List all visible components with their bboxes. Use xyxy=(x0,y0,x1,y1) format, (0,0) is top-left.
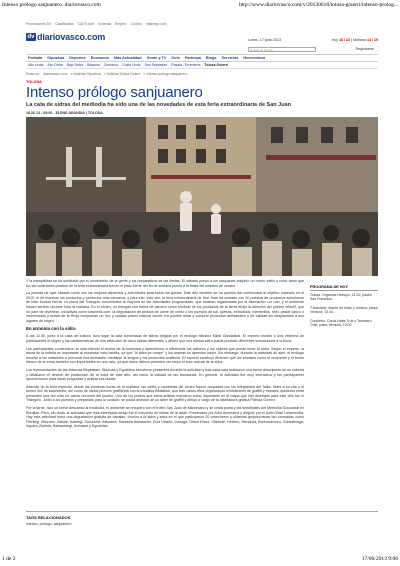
article-photo xyxy=(26,117,378,276)
weather-today-label: Hoy xyxy=(331,38,339,42)
breadcrumb-current: » Intenso prólogo sanjuanero xyxy=(143,72,188,76)
nav-item[interactable]: Más Actualidad xyxy=(113,56,142,60)
sidebar xyxy=(310,285,378,331)
brand-row xyxy=(26,30,378,46)
logo-badge: dv xyxy=(27,34,35,40)
top-link[interactable]: Vivienda xyxy=(98,22,112,26)
sidebar-title: PROGRAMA DE HOY xyxy=(310,285,378,291)
article-paragraph: Además de la feria especial, desde las primeras horas de la mañana, las calles y carreteras del centro fueron ocupadas por los integrantes del Talka, fieles a su cita y el tomeo 3x3 de baloncesto, así como de varios jóvenes graffiteros con la iniciativa Beaiatsul, que tras varios años organizando exhibiciones de graffiti y murales, quisieron estar presentes una vez más en varios rincones del pueblo. Uno de los puntos que estos artistas marcaron como importante en el mapa que han diseñado para este año fue el Triángulo. Junto a los puestos y preparado para la ocasión, se podía disfrutar de un taller de graffiti y dibujo a cargo de la diseñadora gráfica Patricia Gómez. xyxy=(26,384,304,403)
subnav-item[interactable]: San Sebastián xyxy=(144,63,168,67)
subnav-item[interactable]: Alto Urola xyxy=(28,63,44,67)
subnav-item[interactable]: Bajo Deba xyxy=(66,63,84,67)
weather-tomorrow: 14 / 19 xyxy=(367,38,378,42)
nav-item[interactable]: Portada xyxy=(28,56,43,60)
site-logo[interactable] xyxy=(26,32,105,42)
sidebar-item: T'xistularis. Alarde de txistu y música, plaza Verdura, 13.00. xyxy=(310,305,378,315)
article-paragraph: Los participantes comenzaron la cata oliendo el aroma de la manzana y aprendieron a diferenciar los sabores y los colores que puede tener la sidra. Según el experto, la altura de la botella es importante al escanciar esta bebida, ya que "la sidra se rompe" y los aromas se aprecian mejor. Sin embargo, durante la actividad de ayer, el enólogo enseñó a los catadores a provocar esa sensación mediante la lengua y los conductos auditivos. El experto concluyó diciendo que los envases como el recipiente y el fondo blanco de la mesa también son importantes en una cata, ya que éstos últimos permiten ver mejor el tono natural de la sidra. xyxy=(26,346,304,365)
top-link[interactable]: Clasificados xyxy=(55,22,74,26)
nav-item[interactable]: Ocio xyxy=(171,56,180,60)
section-tag[interactable]: TOLOSA xyxy=(26,80,42,84)
article-subhead: La cata de sidras del mediodía ha sido una de las novedades de esta feria extraordinaria de San Juan xyxy=(26,102,292,108)
nav-item[interactable]: Participa xyxy=(184,56,201,60)
current-date: Lunes, 17 junio 2013 xyxy=(248,38,282,42)
article-columns xyxy=(26,279,378,518)
tags-title: TAGS RELACIONADOS xyxy=(26,515,71,520)
subnav-item-active[interactable]: Tolosa-Goierri xyxy=(204,63,229,67)
nav-item[interactable]: Economía xyxy=(90,56,109,60)
nav-item[interactable]: Servicios xyxy=(221,56,239,60)
search-input[interactable]: buscar en la web xyxy=(248,47,316,52)
subnav-item[interactable]: Alto Deba xyxy=(47,63,63,67)
sidebar-item: Tolosa. Organiza Harrapo. 11.00, paseo San Francisco. xyxy=(310,293,372,302)
nav-item[interactable]: Gente y TV xyxy=(146,56,167,60)
nav-item[interactable]: Deportes xyxy=(69,56,86,60)
top-link[interactable]: Promociones DV xyxy=(26,22,52,26)
nav-item[interactable]: Hemeroteca xyxy=(243,56,266,60)
weather-widget[interactable]: Hoy 16 / 22 | Mañana 14 / 19 xyxy=(331,38,378,42)
subnav-item[interactable]: Pasaia - Errenteria xyxy=(171,63,201,67)
top-link[interactable]: Coches xyxy=(130,22,142,26)
sub-nav xyxy=(26,62,378,69)
related-tags xyxy=(26,511,378,526)
breadcrumb-label: Estás en: xyxy=(26,72,41,76)
top-link[interactable]: Empleo xyxy=(115,22,127,26)
print-url: http://www.diariovasco.com/v/20130616/tolosa-goierri/intenso-prolog... xyxy=(239,2,398,8)
article-photo-image xyxy=(26,117,378,276)
subnav-item[interactable]: Costa Urola xyxy=(121,63,141,67)
nav-item[interactable]: Gipuzkoa xyxy=(47,56,65,60)
print-datetime: 17/06/2013 9:06 xyxy=(361,556,398,562)
print-footer xyxy=(2,556,398,564)
print-header xyxy=(2,2,398,10)
article-subtitle: En armonía con la sidra xyxy=(26,326,76,332)
article-body xyxy=(26,279,304,432)
subnav-item[interactable]: Comarca xyxy=(103,63,118,67)
article-paragraph: Y la tranquilidad se ha sustituido por el movimiento de la gente y los preparativos de las fiestas. El sábado previo a los sanjuanes adquirió un nuevo estilo y color, tanto que los tan codiciados puestos de la feria extraordinaria fueron el plato fuerte del fin de semana previo a la fiesta del solsticio de verano. xyxy=(26,279,304,288)
breadcrumb-link[interactable]: » Noticias Tolosa Goierri xyxy=(103,72,141,76)
breadcrumb-link[interactable]: » Noticias Gipuzkoa xyxy=(70,72,101,76)
weather-today: 16 / 22 xyxy=(339,38,351,42)
top-links xyxy=(26,22,378,28)
article-headline: Intenso prólogo sanjuanero xyxy=(26,84,203,101)
print-page-number: 1 de 2 xyxy=(2,556,16,562)
nav-item[interactable]: Blogs xyxy=(205,56,217,60)
article-byline: 16.06.13 - 00:00 - ELENE ARANDIA | TOLOSA. xyxy=(26,111,104,115)
article-paragraph: Los representantes de las sidrerías Begiristain, Aburuza y Eguzkitza estuvieron presentes durante la actividad y tras cada cata realizaron una breve descripción de su sidrería y detallaron el devenir de producción de la sidra de este año, así como la calidad de las manzanas. En general, la actividad fue muy interactiva y los participantes aprovecharon para hacer preguntas y aclarar sus dudas. xyxy=(26,367,304,382)
sidebar-item: Concierto. Coros Habe Truk y Tanbaarri Txiki, plaza Verdura, 19.00 xyxy=(310,318,372,328)
top-link[interactable]: 11870.com xyxy=(77,22,95,26)
article-paragraph: La jornada de ayer sábado contó con los mejores alimentos y actividades para todos los gustos. Este año también se ha querido dar continuidad al objetivo marcado en el 2010, el de impulsar los productos y productos más cercanos, y para ello, este vez, la feria extraordinaria de San Juan ha contado con 30 puestos de productos autóctonos de todo Euskal Herria. La plaza del Triángulo concentraba la mayoría de las actividades programadas, que estaban organizadas por la asociación Lur Lan, y el ambiente estuvo servido durante toda la mañana. En el centro, un tobogán con forma de carnero como símbolo de los productos de la tierra atrajo la atención del público infantil, que no paró de divertirse. Iniciativas como basemilk.com, la degustación de pintxos de carne de cerdo o los puestos de sal, quesos, embutidos, membrillos, miel, pastel vasco o mermeladas y mosto de la Rioja componían un rico y variado paseo matinal donde era posible mirar y comprar productos artesanales y de calidad sin desplazarse a sus lugares de origen. xyxy=(26,291,304,323)
weather-tomorrow-label: Mañana xyxy=(353,38,366,42)
top-link[interactable]: miarroyo.com xyxy=(145,22,167,26)
tags-list[interactable]: intenso, prólogo, sanjuanero xyxy=(26,522,72,526)
breadcrumb xyxy=(26,72,378,76)
article-paragraph: A las 12.30, junto a la casa de cultura, tuvo lugar la cata comentada de sidras dirigida por el enólogo bilbaíno Mikel Garaizabal. El experto mostró a una veintena de participantes el origen y las características de una selección de cinco sidras diferentes, y afirmó que una misma sidra puede producir diferentes sensaciones a la boca. xyxy=(26,334,304,343)
article-paragraph: Por la tarde, hizo un breve descanso al mediodía, el ambiente se recuperó con el trofeo San Juan de balonmano y de cesta punta y las semifinales del Memorial Sorozabal en Bordilan. Pero, sin duda, la actividad que más interesado atrajo fue el concierto de sidras de la tarde. Presentado por Aitor Amenarriz y dirigido por el joven Iñaki Letamendia. Hay esta actividad hubo una degustación gratuita de bacalao, chorizo a la sidra y sidra en el que participaron 20 cosecheros y sidrerías guipuzcoanas tan conocidas como Petritegi, Aburuza, Zabale, Isastegi, Gurutzeta, Altuzarra, Sarasola Astiasarán, Eula Urtarte, Lizeaga, Oibua Etxea, Olarbide, Herrero, Mendiola, Barecicarburu, Gartzialosga, Irigoien-Zubieta, Barkaoldegi, Ardoaiari y Eguzkitza. xyxy=(26,406,304,429)
login-row xyxy=(26,46,378,54)
web-page xyxy=(26,22,378,518)
main-nav xyxy=(26,54,378,62)
subnav-item[interactable]: Bidasoa xyxy=(87,63,100,67)
print-title: Intenso prólogo sanjuanero. diariovasco.com xyxy=(2,2,101,8)
register-link[interactable]: Registrarse xyxy=(355,47,374,51)
logo-name: diariovasco.com xyxy=(37,32,106,42)
breadcrumb-link[interactable]: diariovasco.com xyxy=(43,72,68,76)
